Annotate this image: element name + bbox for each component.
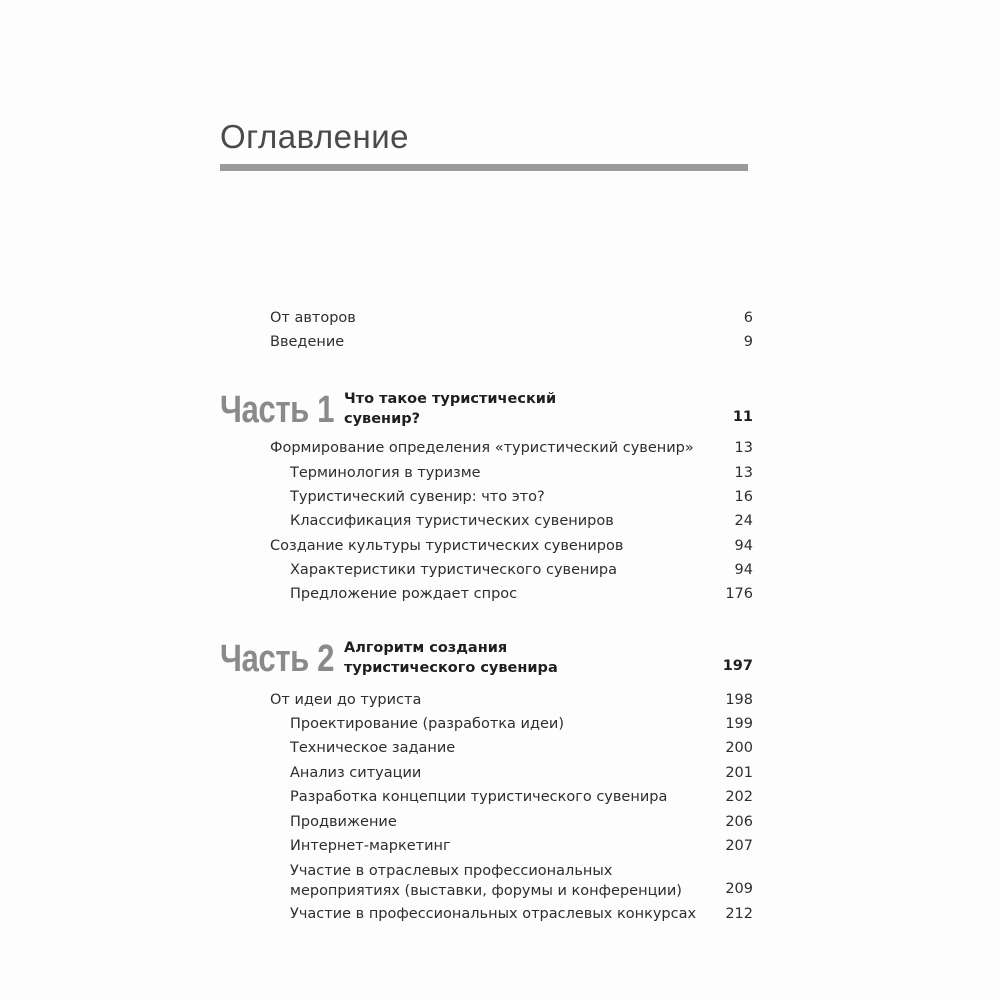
toc-entry-page: 6: [743, 310, 753, 326]
toc-entry-page: 207: [725, 838, 753, 854]
toc-entry-label: От идеи до туриста: [270, 692, 422, 708]
part-2-header: [220, 638, 753, 690]
toc-entry-page: 94: [734, 538, 753, 554]
toc-entry-page: 206: [725, 814, 753, 830]
toc-entry-label: Туристический сувенир: что это?: [290, 489, 545, 505]
toc-subentry: [290, 838, 753, 860]
toc-entry-label: Создание культуры туристических сувениров: [270, 538, 624, 554]
toc-subentry: [290, 789, 753, 811]
part-2-label: Часть 2: [220, 638, 335, 680]
toc-entry-label: Интернет-маркетинг: [290, 838, 451, 854]
part-2-title-line: Алгоритм создания: [344, 640, 508, 656]
toc-subentry: [290, 906, 753, 928]
part-1-page: 11: [732, 409, 753, 425]
part-1-label: Часть 1: [220, 389, 335, 431]
toc-entry-page: 198: [725, 692, 753, 708]
toc-subentry: [290, 814, 753, 836]
toc-entry-page: 176: [725, 586, 753, 602]
toc-entry-page: 13: [734, 465, 753, 481]
part-1-header: [220, 389, 753, 441]
part-2-title-line: туристического сувенира: [344, 660, 558, 676]
toc-entry: [270, 692, 753, 714]
toc-entry-page: 16: [734, 489, 753, 505]
toc-entry-page: 209: [725, 881, 753, 897]
toc-subentry: [290, 489, 753, 511]
part-1-title-line: Что такое туристический: [344, 391, 557, 407]
toc-entry-label: Характеристики туристического сувенира: [290, 562, 617, 578]
toc-entry-page: 202: [725, 789, 753, 805]
toc-subentry: [290, 562, 753, 584]
toc-entry: [270, 334, 753, 356]
page-title: Оглавление: [220, 118, 409, 155]
toc-subentry: [290, 740, 753, 762]
toc-entry-page: 201: [725, 765, 753, 781]
toc-entry-page: 94: [734, 562, 753, 578]
toc-subentry: [290, 586, 753, 608]
toc-entry-label: Введение: [270, 334, 345, 350]
toc-entry-page: 199: [725, 716, 753, 732]
part-1-title: [344, 389, 604, 429]
toc-entry-label: Участие в профессиональных отраслевых конкурсах: [290, 906, 697, 922]
toc-entry-label: Классификация туристических сувениров: [290, 513, 614, 529]
toc-entry-label: Продвижение: [290, 814, 397, 830]
toc-entry-page: 24: [734, 513, 753, 529]
toc-subentry: [290, 465, 753, 487]
toc-entry-label: Анализ ситуации: [290, 765, 422, 781]
toc-subentry: [290, 861, 753, 903]
part-2-title: [344, 638, 604, 678]
toc-entry-label: Разработка концепции туристического сувенира: [290, 789, 668, 805]
title-divider: [220, 164, 748, 171]
toc-entry-label: Предложение рождает спрос: [290, 586, 518, 602]
toc-subentry: [290, 765, 753, 787]
toc-subentry: [290, 513, 753, 535]
toc-entry: [270, 538, 753, 560]
part-1-title-line: сувенир?: [344, 411, 421, 427]
toc-entry-label: От авторов: [270, 310, 356, 326]
toc-entry-label: Формирование определения «туристический сувенир»: [270, 440, 694, 456]
toc-entry-label: Техническое задание: [290, 740, 456, 756]
toc-entry-label: Терминология в туризме: [290, 465, 481, 481]
toc-subentry: [290, 716, 753, 738]
toc-entry-page: 13: [734, 440, 753, 456]
part-2-page: 197: [722, 658, 753, 674]
toc-entry: [270, 440, 753, 462]
toc-entry-label: Участие в отраслевых профессиональных мероприятиях (выставки, форумы и конференции): [290, 863, 682, 899]
toc-entry-label: Проектирование (разработка идеи): [290, 716, 564, 732]
toc-entry-page: 9: [743, 334, 753, 350]
toc-entry-page: 200: [725, 740, 753, 756]
toc-entry-page: 212: [725, 906, 753, 922]
toc-entry: [270, 310, 753, 332]
